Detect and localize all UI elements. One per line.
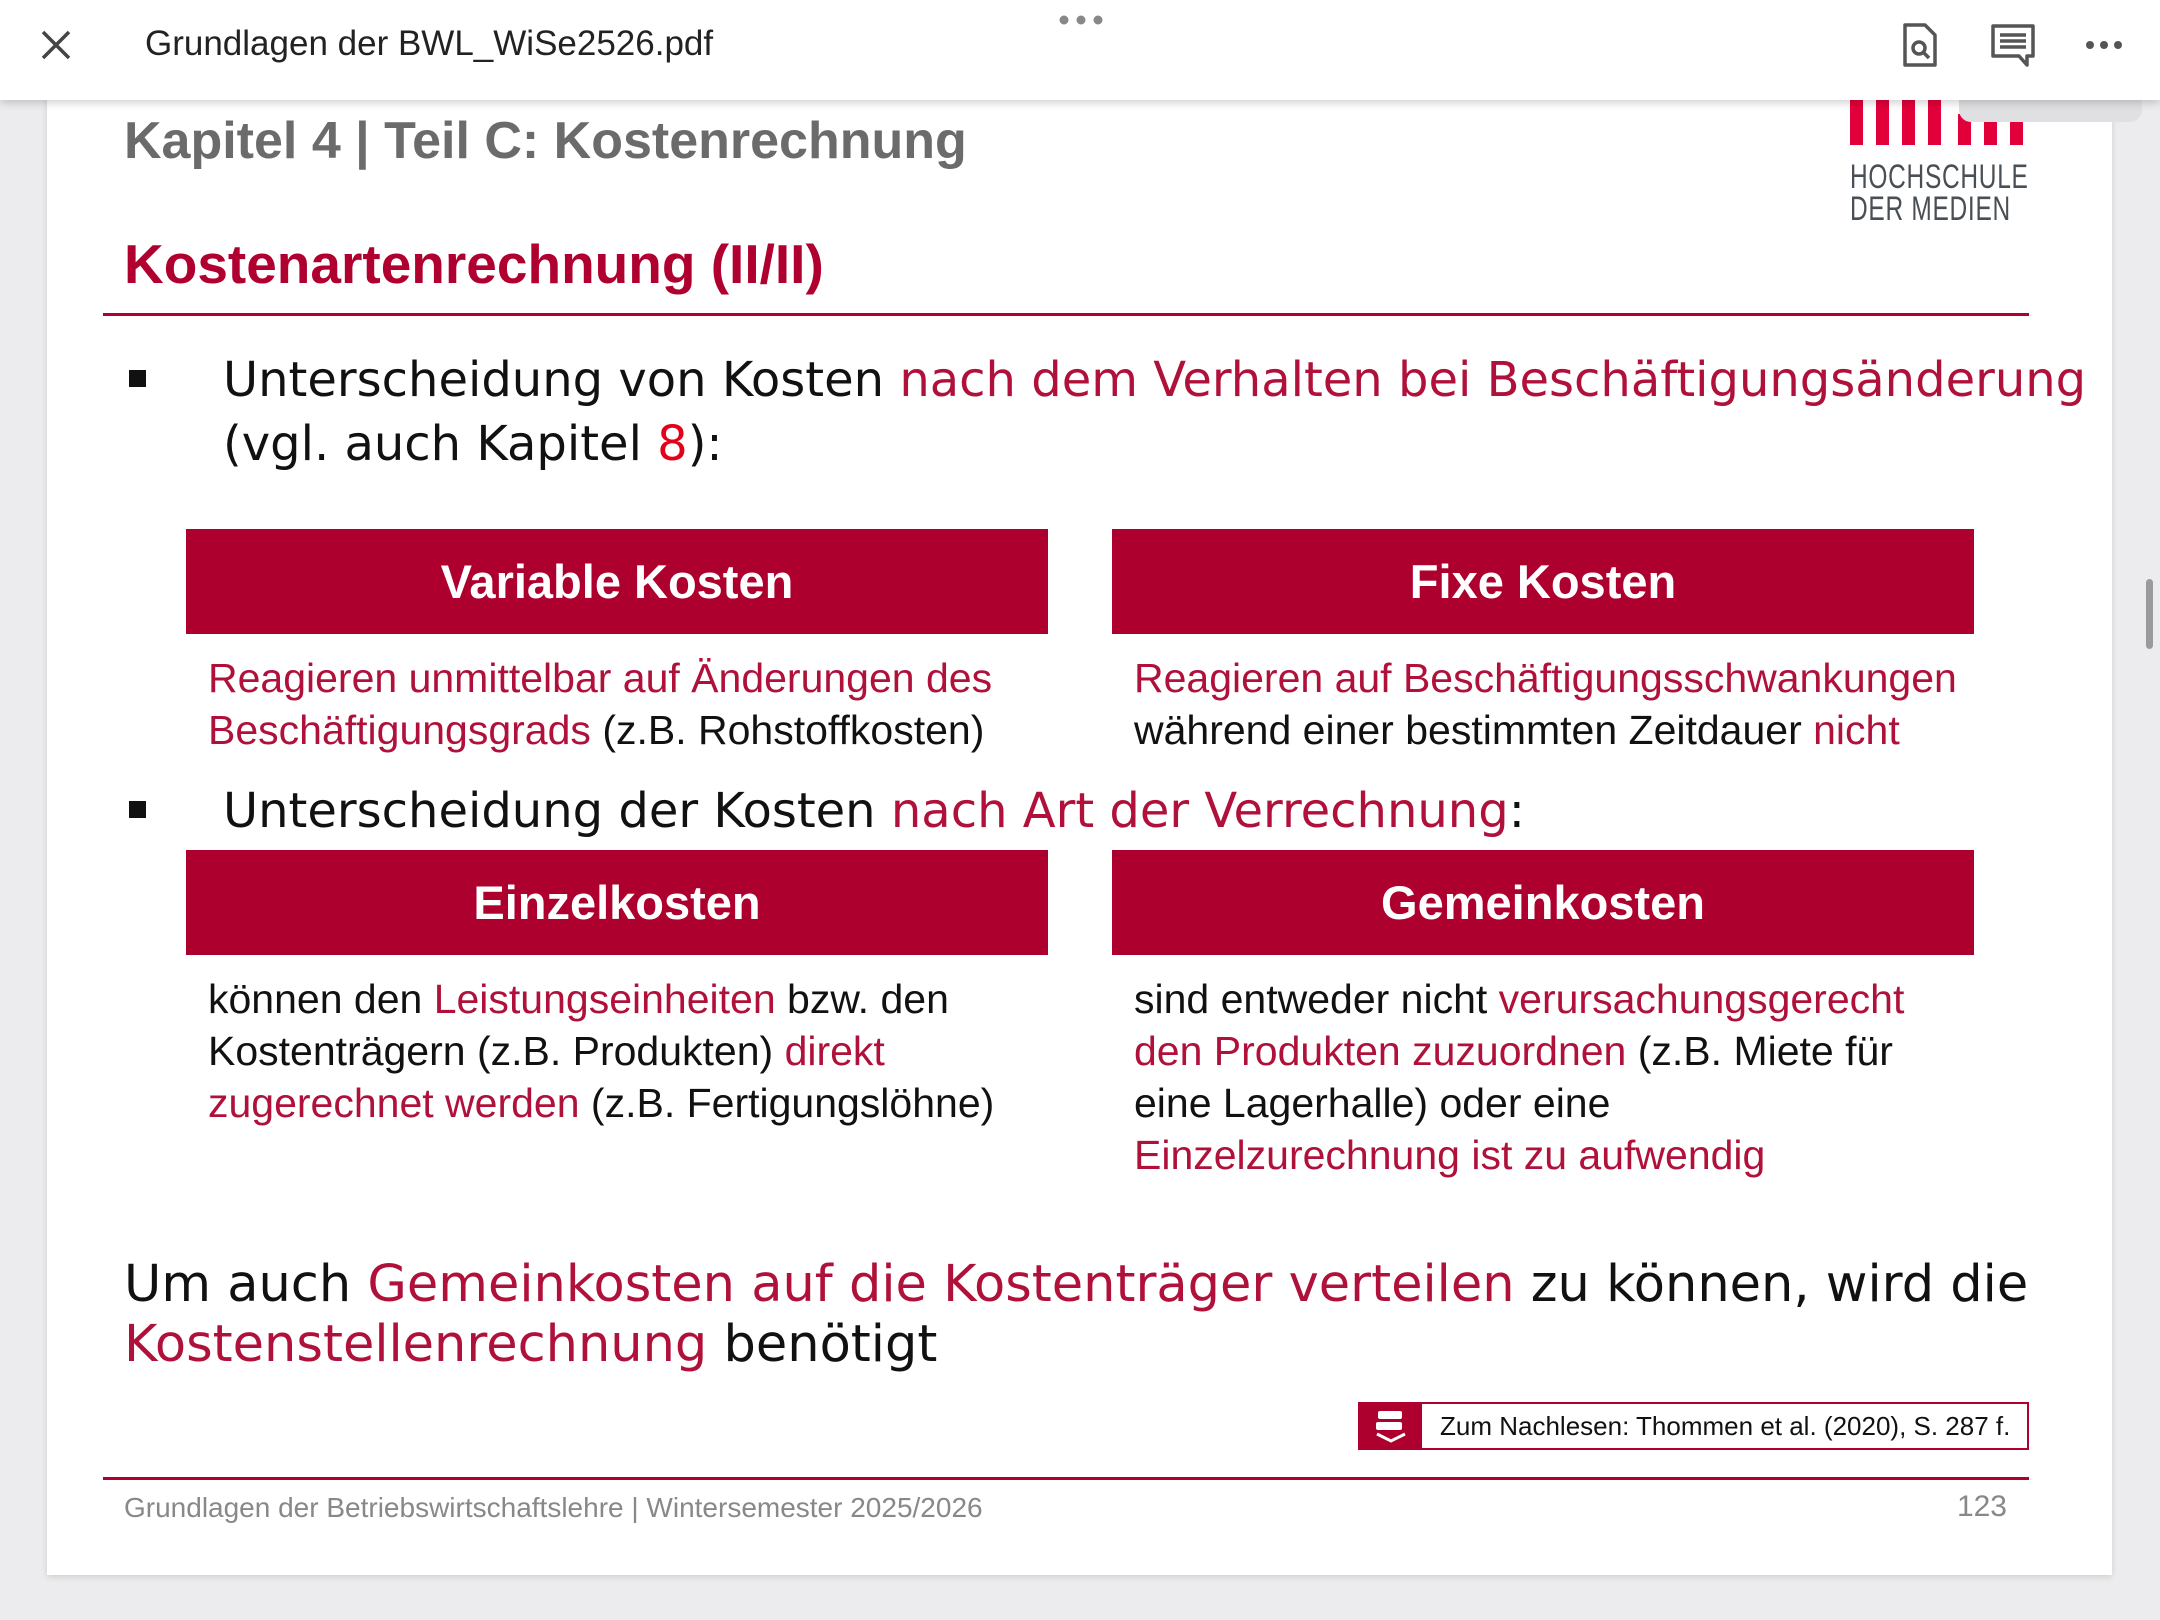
chapter-link[interactable]: 8 [657,416,688,472]
document-title: Grundlagen der BWL_WiSe2526.pdf [145,24,714,63]
text: Kostenträgern (z.B. Produkten) [208,1028,785,1074]
highlight: direkt [784,1028,885,1074]
bullet-icon [129,801,146,818]
text: sind entweder nicht [1134,976,1499,1022]
top-toolbar [0,0,2160,100]
pdf-page [47,60,2112,1575]
comments-icon[interactable] [1990,22,2036,68]
more-options-icon[interactable] [2081,22,2127,68]
overhead-costs-header: Gemeinkosten [1112,850,1974,955]
overhead-costs-desc [1134,973,1904,1181]
highlight: Kostenstellenrechnung [124,1315,708,1374]
books-icon [1360,1404,1422,1448]
conclusion-text [124,1255,2028,1375]
logo-line2: DER MEDIEN [1850,190,2011,228]
direct-costs-desc [208,973,994,1129]
chapter-heading: Kapitel 4 | Teil C: Kostenrechnung [124,112,967,170]
highlight: Gemeinkosten auf die Kostenträger verteilen [367,1255,1515,1314]
highlight: den Produkten zuzuordnen [1134,1028,1627,1074]
highlight: nach Art der Verrechnung [890,783,1509,839]
bullet-icon [129,370,146,387]
text: (vgl. auch Kapitel [223,416,658,472]
text: : [1508,783,1525,839]
reference-box [1358,1402,2029,1450]
text: können den [208,976,434,1022]
fixed-costs-desc [1134,652,1957,756]
highlight: verursachungsgerecht [1498,976,1905,1022]
highlight: Einzelzurechnung ist zu aufwendig [1134,1132,1766,1178]
text: benötigt [707,1315,938,1374]
line: Reagieren auf Beschäftigungsschwankungen [1134,655,1957,701]
text: eine Lagerhalle) oder eine [1134,1080,1611,1126]
document-search-icon[interactable] [1897,22,1943,68]
direct-costs-header: Einzelkosten [186,850,1048,955]
footer-text: Grundlagen der Betriebswirtschaftslehre | Wintersemester 2025/2026 [124,1492,983,1523]
text: ): [687,416,723,472]
reference-text: Zum Nachlesen: Thommen et al. (2020), S. 287 f. [1440,1410,2011,1441]
variable-costs-header: Variable Kosten [186,529,1048,634]
close-icon[interactable] [38,27,74,63]
fixed-costs-header: Fixe Kosten [1112,529,1974,634]
page-number: 123 [1956,1490,2007,1523]
text: Unterscheidung von Kosten [223,352,900,408]
more-grip-icon[interactable] [1058,14,1104,26]
logo-line1: HOCHSCHULE [1850,158,2029,196]
scrollbar[interactable] [2146,579,2153,649]
text: während einer bestimmten Zeitdauer [1134,707,1814,753]
highlight: nicht [1813,707,1900,753]
highlight: nach dem Verhalten bei Beschäftigungsänderung [899,352,2087,408]
text: (z.B. Fertigungslöhne) [579,1080,995,1126]
footer-divider [103,1477,2029,1480]
slide-title: Kostenartenrechnung (II/II) [124,233,824,295]
text: Unterscheidung der Kosten [223,783,891,839]
highlight: Leistungseinheiten [433,976,776,1022]
text: zu können, wird die [1514,1255,2029,1314]
text: Um auch [124,1255,368,1314]
line: Reagieren unmittelbar auf Änderungen des [208,655,993,701]
highlight: Beschäftigungsgrads [208,707,591,753]
highlight: zugerechnet werden [208,1080,580,1126]
text: (z.B. Rohstoffkosten) [590,707,985,753]
text: bzw. den [775,976,949,1022]
variable-costs-desc [208,652,992,756]
text: (z.B. Miete für [1626,1028,1893,1074]
title-divider [103,313,2029,316]
